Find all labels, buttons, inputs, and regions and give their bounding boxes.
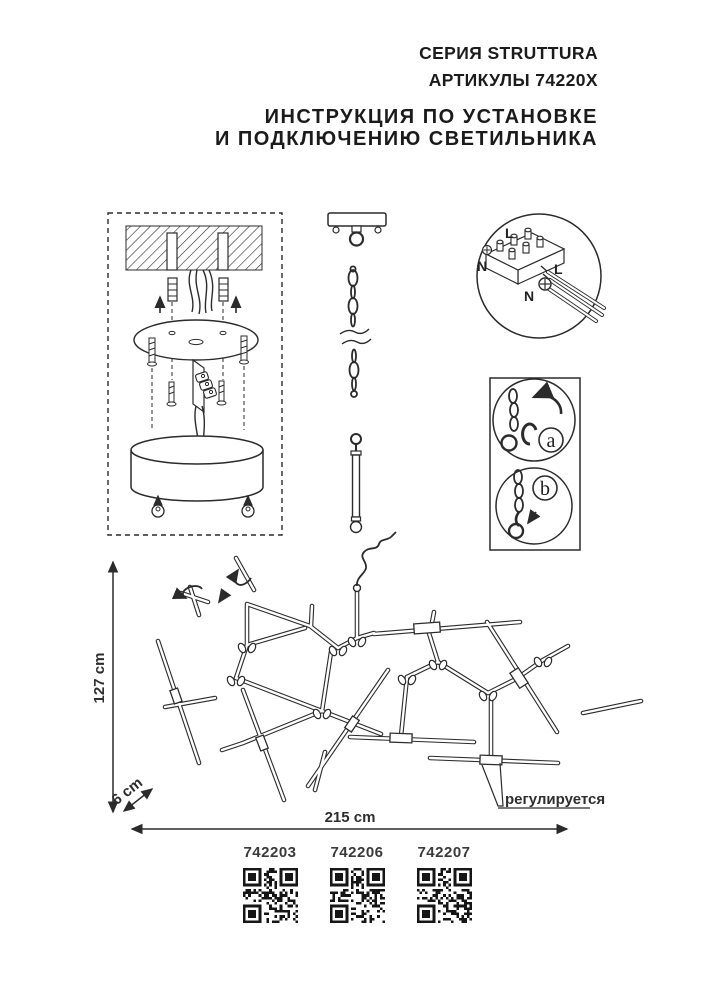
width-dimension: 215 cm [324, 809, 376, 826]
power-cord [354, 532, 397, 592]
terminal-block-icon [193, 360, 217, 412]
article-label: 742207 [417, 844, 471, 861]
wiring-detail [477, 214, 604, 338]
screw-icon [148, 338, 157, 366]
ground-symbol-icon [539, 278, 551, 290]
break-mark [340, 329, 369, 334]
ceiling-mount-diagram [108, 213, 282, 535]
product-qr-742203 [232, 844, 308, 928]
chain-diagram [340, 266, 371, 397]
adjustable-label: регулируется [505, 791, 606, 808]
detail-a [493, 379, 575, 461]
ceiling-wires [189, 270, 213, 314]
article-numbers: АРТИКУЛЫ 74220X [428, 70, 598, 90]
qr-code [417, 868, 472, 923]
label-live: L [505, 225, 514, 241]
height-dimension: 127 cm [91, 652, 108, 704]
detail-b [496, 468, 572, 544]
hook-icon [351, 434, 361, 444]
depth-dimension: 6 cm [108, 774, 146, 809]
rotate-arrow-icon [534, 395, 561, 414]
instruction-title-line2: И ПОДКЛЮЧЕНИЮ СВЕТИЛЬНИКА [214, 128, 598, 150]
ball-end-icon [351, 522, 362, 533]
screw-icon [240, 336, 249, 364]
screw-icon [217, 381, 226, 405]
open-link-icon [523, 424, 536, 444]
chandelier-diagram [158, 532, 641, 800]
ring-icon [509, 524, 523, 538]
screw-icon [167, 382, 176, 406]
detail-b-label: b [540, 478, 550, 500]
label-neutral-wire: N [524, 288, 535, 304]
detail-a-label: a [546, 430, 556, 452]
product-qr-742206 [319, 844, 395, 928]
wall-plug-icon [168, 278, 177, 301]
series-name: СЕРИЯ STRUTTURA [419, 43, 598, 63]
ring-icon [502, 436, 517, 451]
adjustable-callout [482, 763, 605, 808]
cap-nut-icon [242, 496, 254, 517]
insert-arrow-icon [219, 592, 226, 602]
canopy [131, 436, 263, 501]
ground-symbol-icon [483, 246, 492, 255]
label-live-wire: L [554, 261, 563, 277]
adjustment-details [490, 378, 580, 550]
supply-wires [546, 272, 604, 321]
label-neutral: N [477, 258, 488, 274]
instruction-title-line1: ИНСТРУКЦИЯ ПО УСТАНОВКЕ [264, 106, 598, 128]
mounting-bar-diagram [328, 213, 386, 246]
suspension-rod-diagram [351, 434, 362, 533]
dimensions [91, 562, 605, 829]
hook-ring-icon [350, 233, 363, 246]
article-label: 742203 [243, 844, 297, 861]
product-qr-742207 [406, 844, 482, 928]
wall-plug-icon [219, 278, 228, 301]
qr-code [330, 868, 385, 923]
drill-hole [167, 233, 177, 270]
qr-code [243, 868, 298, 923]
article-label: 742206 [330, 844, 384, 861]
drill-hole [218, 233, 228, 270]
